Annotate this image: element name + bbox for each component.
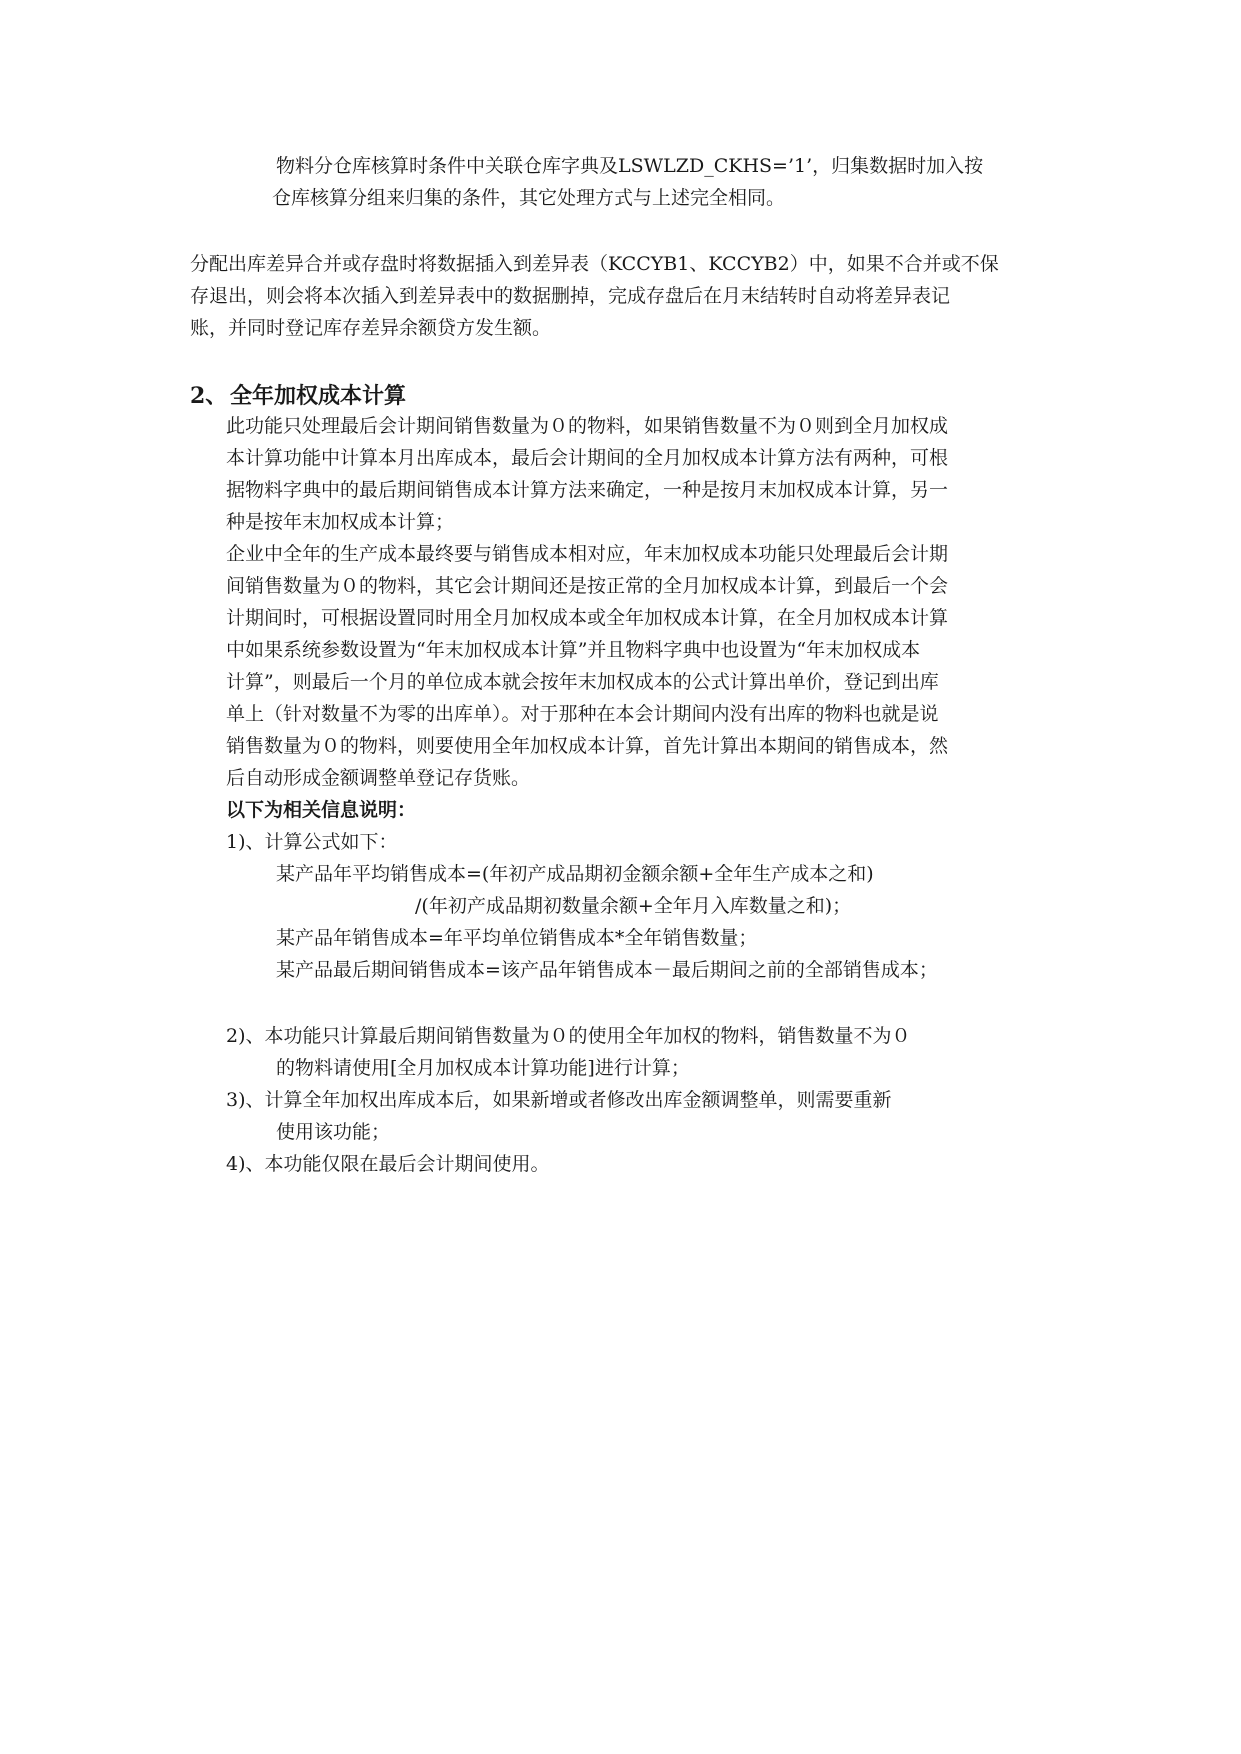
formula-line: 某产品年平均销售成本=(年初产成品期初金额余额+全年生产成本之和) <box>276 863 874 885</box>
text-line: 据物料字典中的最后期间销售成本计算方法来确定，一种是按月末加权成本计算，另一 <box>226 479 949 501</box>
text-line: 计算”，则最后一个月的单位成本就会按年末加权成本的公式计算出单价，登记到出库 <box>226 671 939 693</box>
note-item-continuation: 使用该功能； <box>276 1121 391 1143</box>
text-line: 此功能只处理最后会计期间销售数量为０的物料，如果销售数量不为０则到全月加权成 <box>226 415 949 437</box>
section-body <box>226 410 948 986</box>
formula-intro: 1)、计算公式如下： <box>226 831 398 853</box>
formula-line: /(年初产成品期初数量余额+全年月入库数量之和)； <box>415 895 852 917</box>
text-line: 本计算功能中计算本月出库成本，最后会计期间的全月加权成本计算方法有两种，可根 <box>226 447 949 469</box>
text-line: 种是按年末加权成本计算； <box>226 511 455 533</box>
text-line: 间销售数量为０的物料，其它会计期间还是按正常的全月加权成本计算，到最后一个会 <box>226 575 949 597</box>
note-item: 4)、本功能仅限在最后会计期间使用。 <box>226 1153 550 1175</box>
section-heading <box>190 380 406 412</box>
text-line: 仓库核算分组来归集的条件，其它处理方式与上述完全相同。 <box>272 187 786 209</box>
formula-line: 某产品最后期间销售成本=该产品年销售成本－最后期间之前的全部销售成本； <box>276 959 938 981</box>
text-line: 中如果系统参数设置为“年末加权成本计算”并且物料字典中也设置为“年末加权成本 <box>226 639 921 661</box>
text-line: 物料分仓库核算时条件中关联仓库字典及LSWLZD_CKHS=’1’，归集数据时加入按 <box>276 155 984 177</box>
note-item: 2)、本功能只计算最后期间销售数量为０的使用全年加权的物料，销售数量不为０ <box>226 1025 911 1047</box>
section-number: 2、 <box>190 383 228 409</box>
text-line: 销售数量为０的物料，则要使用全年加权成本计算，首先计算出本期间的销售成本，然 <box>226 735 949 757</box>
info-heading: 以下为相关信息说明： <box>226 799 417 821</box>
text-line: 后自动形成金额调整单登记存货账。 <box>226 767 531 789</box>
formula-line: 某产品年销售成本=年平均单位销售成本*全年销售数量； <box>276 927 758 949</box>
warehouse-accounting-paragraph <box>272 150 984 214</box>
numbered-notes <box>226 1020 911 1180</box>
text-line: 企业中全年的生产成本最终要与销售成本相对应，年末加权成本功能只处理最后会计期 <box>226 543 949 565</box>
text-line: 存退出，则会将本次插入到差异表中的数据删掉，完成存盘后在月末结转时自动将差异表记 <box>190 285 951 307</box>
text-line: 账，并同时登记库存差异余额贷方发生额。 <box>190 317 552 339</box>
text-line: 单上（针对数量不为零的出库单）。对于那种在本会计期间内没有出库的物料也就是说 <box>226 703 939 725</box>
note-item-continuation: 的物料请使用[全月加权成本计算功能]进行计算； <box>276 1057 690 1079</box>
variance-table-paragraph <box>190 248 999 344</box>
section-title: 全年加权成本计算 <box>230 384 407 409</box>
text-line: 分配出库差异合并或存盘时将数据插入到差异表（KCCYB1、KCCYB2）中，如果不合并或不保 <box>190 253 999 275</box>
text-line: 计期间时，可根据设置同时用全月加权成本或全年加权成本计算，在全月加权成本计算 <box>226 607 949 629</box>
note-item: 3)、计算全年加权出库成本后，如果新增或者修改出库金额调整单，则需要重新 <box>226 1089 892 1111</box>
